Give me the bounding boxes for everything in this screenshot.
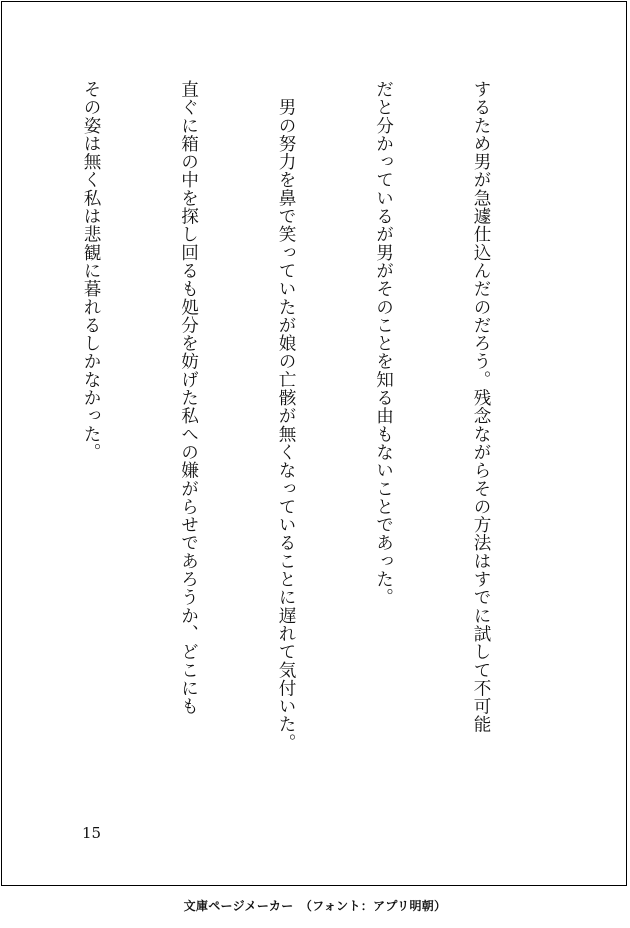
text-line: だと分かっているが男がそのことを知る由もないことであった。 xyxy=(373,80,394,607)
text-line: するため男が急遽仕込んだのだろう。残念ながらその方法はすでに試して不可能 xyxy=(471,80,491,734)
book-page xyxy=(1,1,627,886)
blank-line xyxy=(1,80,10,802)
text-line: 直ぐに箱の中を探し回るも処分を妨げた私への嫌がらせであろうか、どこにも xyxy=(178,80,199,716)
text-line: その姿は無く私は悲観に暮れるしかなかった。 xyxy=(81,80,101,462)
page-number: 15 xyxy=(82,824,102,842)
vertical-text-block xyxy=(1,80,562,802)
text-line: 男の努力を鼻で笑っていたが娘の亡骸が無くなっていることに遅れて気付いた。 xyxy=(276,80,296,752)
footer-credit: 文庫ページメーカー （フォント：アプリ明朝） xyxy=(183,899,447,913)
